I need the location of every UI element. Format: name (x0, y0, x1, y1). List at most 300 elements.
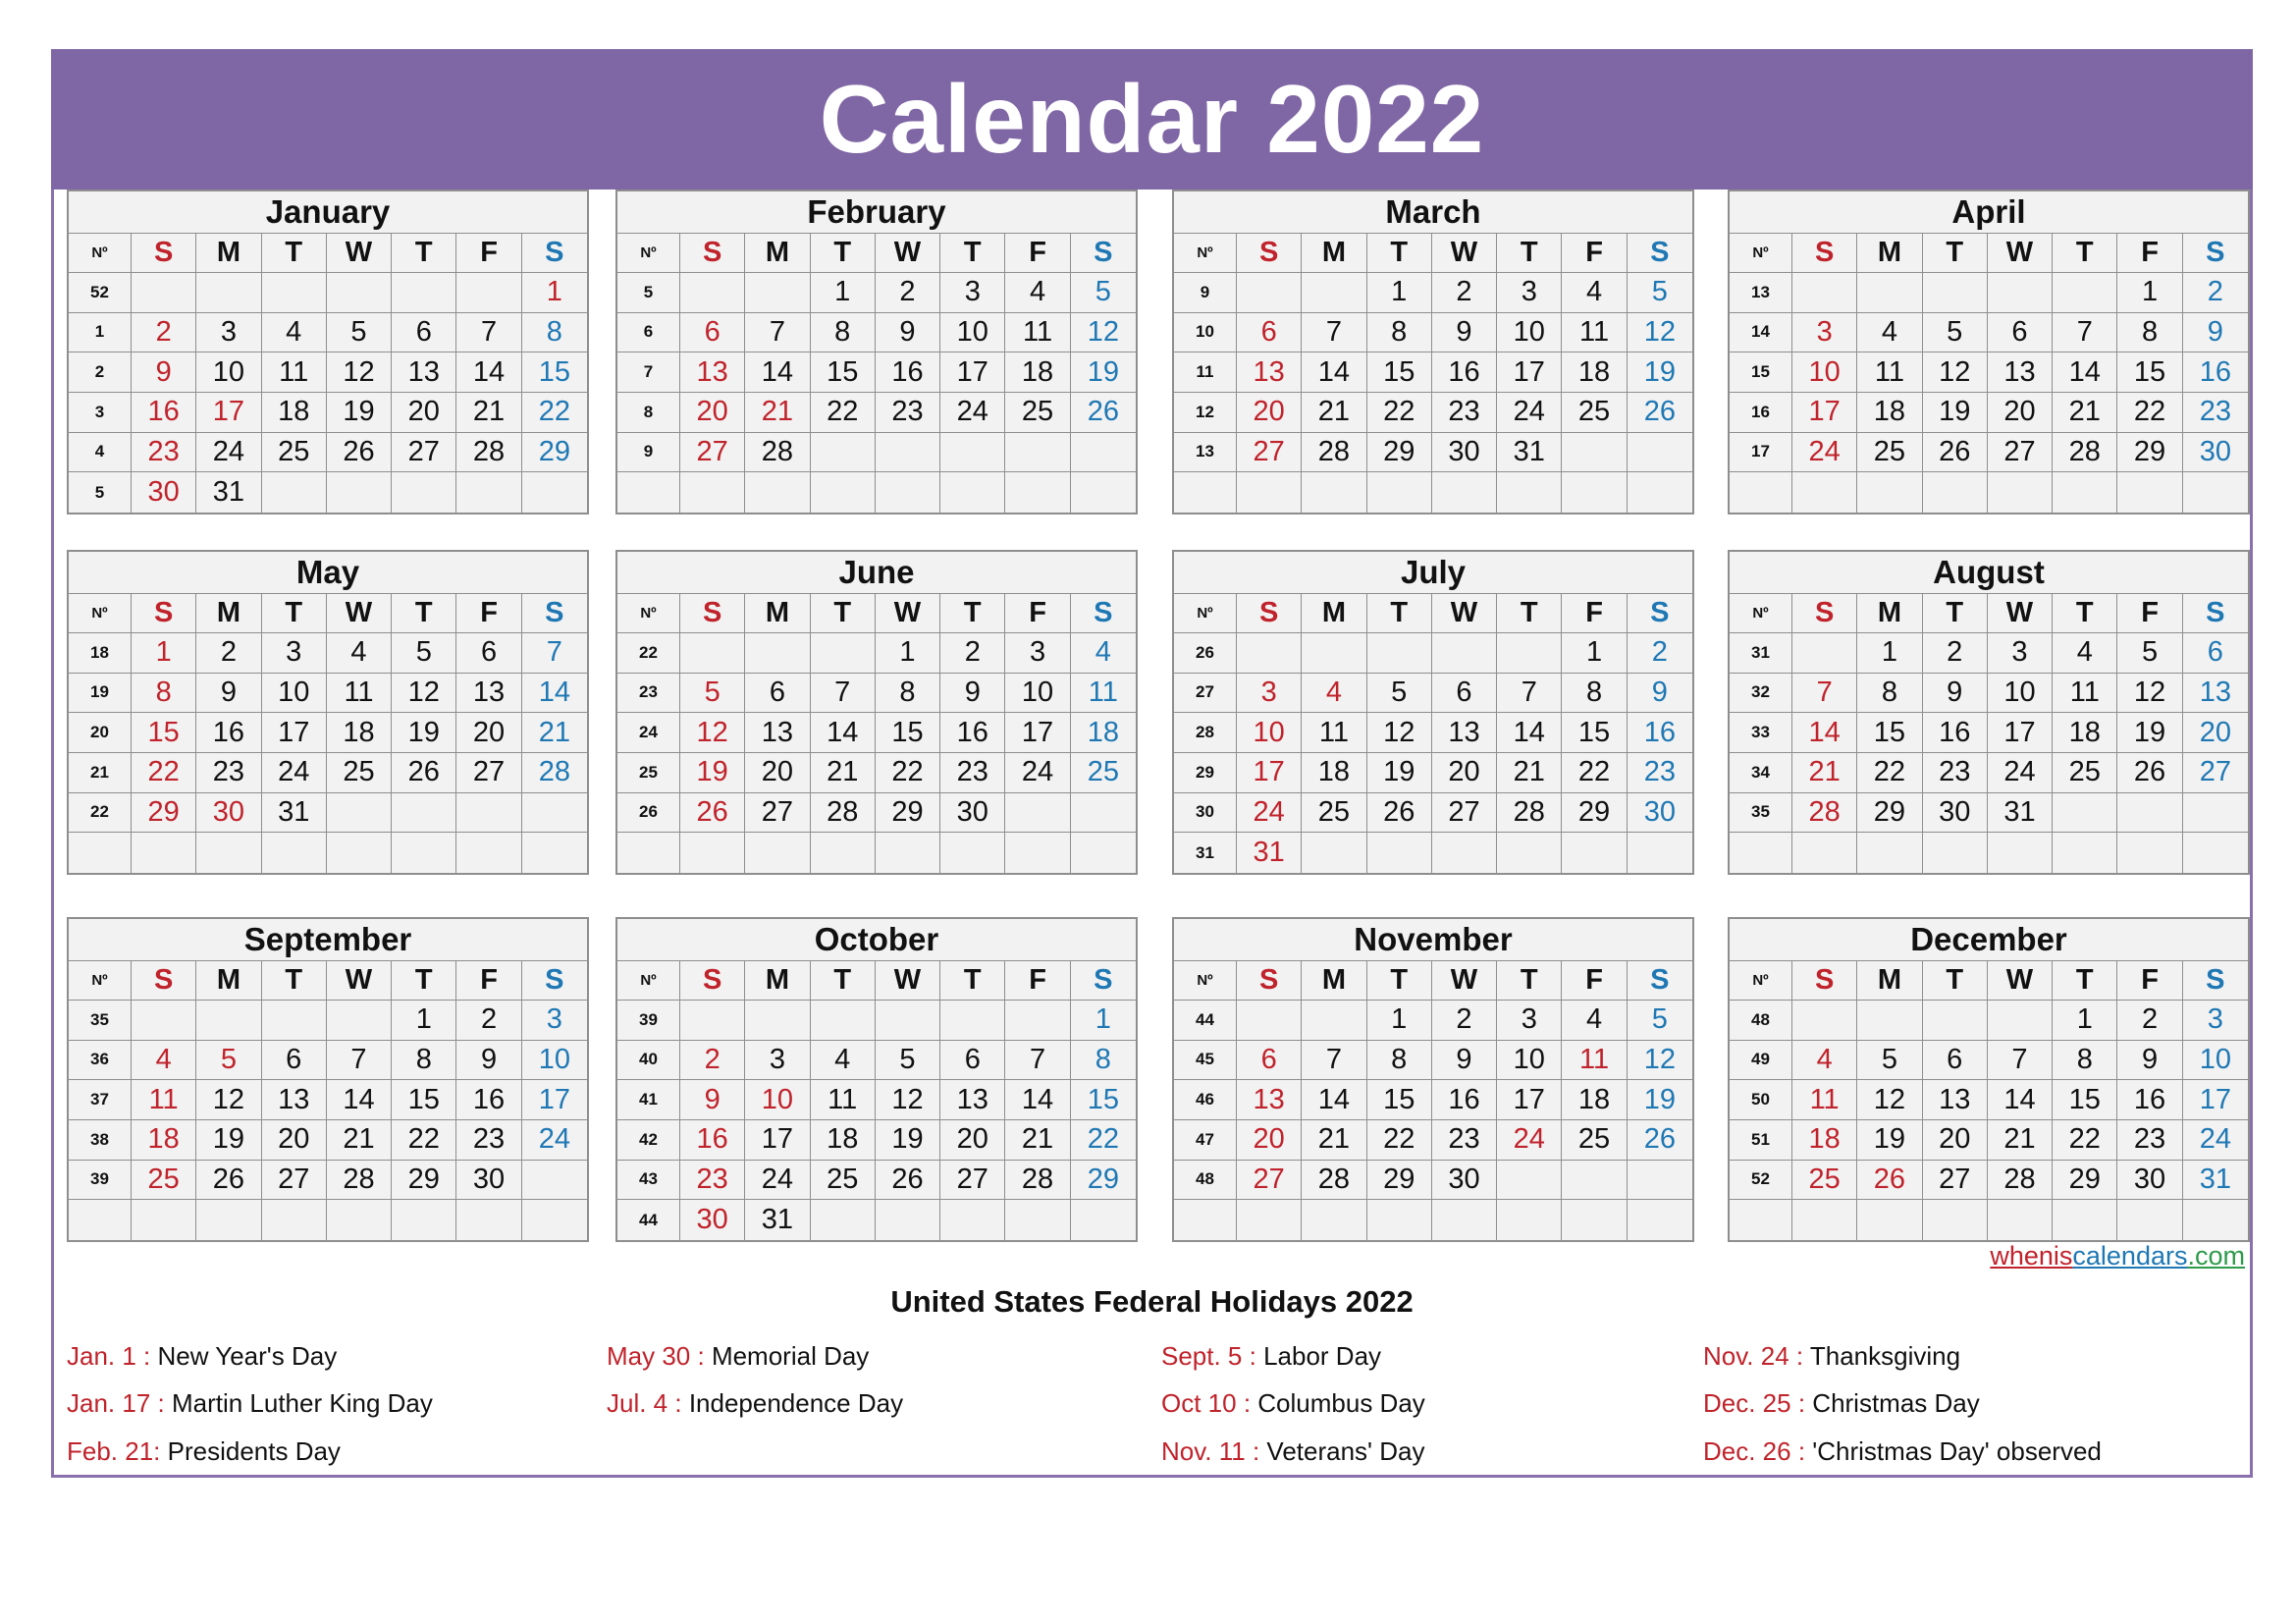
day-cell: 11 (1071, 674, 1136, 714)
empty-day-cell (1302, 1200, 1366, 1240)
empty-day-cell (940, 1001, 1005, 1041)
day-cell: 28 (456, 433, 521, 473)
day-cell: 12 (876, 1080, 940, 1120)
week-number: 33 (1730, 713, 1792, 753)
day-cell: 12 (1367, 713, 1432, 753)
day-header: S (1792, 961, 1857, 1001)
day-cell: 28 (745, 433, 810, 473)
empty-day-cell (262, 273, 327, 313)
day-cell: 30 (680, 1200, 745, 1240)
day-cell: 17 (262, 713, 327, 753)
empty-day-cell (456, 273, 521, 313)
empty-day-cell (1005, 1001, 1070, 1041)
day-cell: 27 (1923, 1161, 1988, 1201)
day-cell: 28 (2053, 433, 2117, 473)
week-number: 35 (1730, 793, 1792, 834)
week-number: 16 (1730, 393, 1792, 433)
week-number: 41 (617, 1080, 680, 1120)
day-cell: 2 (456, 1001, 521, 1041)
empty-day-cell (1857, 273, 1922, 313)
day-cell: 21 (1792, 753, 1857, 793)
day-cell: 15 (876, 713, 940, 753)
day-cell: 20 (680, 393, 745, 433)
day-cell: 23 (132, 433, 196, 473)
empty-day-cell (1005, 433, 1070, 473)
week-number: 21 (69, 753, 132, 793)
empty-day-cell (1071, 472, 1136, 513)
day-cell: 30 (132, 472, 196, 513)
day-cell: 4 (1562, 273, 1627, 313)
day-cell: 29 (522, 433, 587, 473)
day-header: F (1005, 961, 1070, 1001)
holiday-item (1161, 1388, 1425, 1419)
day-cell: 19 (1857, 1120, 1922, 1161)
day-cell: 26 (680, 793, 745, 834)
holiday-name: Thanksgiving (1803, 1341, 1961, 1371)
day-cell: 5 (392, 633, 456, 674)
day-header: T (811, 234, 876, 273)
week-number: 9 (617, 433, 680, 473)
week-number (1174, 472, 1237, 513)
day-header: S (522, 594, 587, 633)
holiday-name: Presidents Day (160, 1436, 341, 1466)
day-cell: 23 (680, 1161, 745, 1201)
empty-day-cell (1237, 1200, 1302, 1240)
day-cell: 25 (2053, 753, 2117, 793)
holiday-date: May 30 : (607, 1341, 705, 1371)
day-cell: 25 (1302, 793, 1366, 834)
empty-day-cell (1792, 633, 1857, 674)
day-cell: 16 (680, 1120, 745, 1161)
empty-day-cell (2183, 833, 2248, 873)
day-header: W (876, 234, 940, 273)
day-cell: 7 (1302, 1041, 1366, 1081)
day-cell: 20 (1988, 393, 2053, 433)
day-cell: 14 (1497, 713, 1562, 753)
day-cell: 1 (1562, 633, 1627, 674)
day-cell: 8 (392, 1041, 456, 1081)
watermark-part-2: calendars (2072, 1241, 2188, 1271)
empty-day-cell (262, 472, 327, 513)
day-cell: 5 (327, 313, 392, 353)
day-cell: 23 (196, 753, 261, 793)
day-cell: 15 (1562, 713, 1627, 753)
week-number: 10 (1174, 313, 1237, 353)
day-header: T (940, 234, 1005, 273)
day-cell: 19 (1071, 352, 1136, 393)
day-cell: 7 (1988, 1041, 2053, 1081)
day-cell: 18 (1792, 1120, 1857, 1161)
empty-day-cell (522, 1161, 587, 1201)
week-number: 31 (1174, 833, 1237, 873)
day-cell: 12 (2117, 674, 2182, 714)
day-cell: 27 (1237, 433, 1302, 473)
empty-day-cell (1792, 273, 1857, 313)
day-cell: 24 (940, 393, 1005, 433)
day-header: S (132, 594, 196, 633)
day-cell: 22 (811, 393, 876, 433)
empty-day-cell (1237, 273, 1302, 313)
week-number: 35 (69, 1001, 132, 1041)
day-cell: 17 (522, 1080, 587, 1120)
empty-day-cell (680, 633, 745, 674)
empty-day-cell (392, 472, 456, 513)
empty-day-cell (745, 833, 810, 873)
day-cell: 17 (745, 1120, 810, 1161)
month-name: April (1730, 191, 2248, 234)
day-cell: 5 (1628, 1001, 1692, 1041)
day-header: T (940, 594, 1005, 633)
day-cell: 14 (1302, 1080, 1366, 1120)
week-number: 39 (69, 1161, 132, 1201)
empty-day-cell (876, 472, 940, 513)
empty-day-cell (1857, 1200, 1922, 1240)
day-cell: 7 (745, 313, 810, 353)
day-header: F (456, 961, 521, 1001)
day-cell: 18 (1562, 1080, 1627, 1120)
day-header: S (132, 961, 196, 1001)
day-cell: 16 (1923, 713, 1988, 753)
week-number: 9 (1174, 273, 1237, 313)
empty-day-cell (2183, 793, 2248, 834)
week-number: 51 (1730, 1120, 1792, 1161)
day-cell: 10 (196, 352, 261, 393)
holiday-date: Nov. 24 : (1703, 1341, 1804, 1371)
day-cell: 8 (132, 674, 196, 714)
day-cell: 10 (2183, 1041, 2248, 1081)
empty-day-cell (1628, 472, 1692, 513)
day-cell: 30 (1628, 793, 1692, 834)
day-cell: 4 (811, 1041, 876, 1081)
day-cell: 17 (1988, 713, 2053, 753)
month-march (1172, 189, 1694, 514)
day-cell: 27 (392, 433, 456, 473)
day-cell: 27 (745, 793, 810, 834)
day-cell: 4 (2053, 633, 2117, 674)
day-cell: 15 (522, 352, 587, 393)
holiday-date: Dec. 26 : (1703, 1436, 1806, 1466)
empty-day-cell (2053, 472, 2117, 513)
day-cell: 22 (1562, 753, 1627, 793)
day-cell: 12 (392, 674, 456, 714)
empty-day-cell (1432, 833, 1497, 873)
day-header: T (262, 594, 327, 633)
empty-day-cell (196, 1001, 261, 1041)
holiday-name: Memorial Day (704, 1341, 870, 1371)
day-cell: 9 (1628, 674, 1692, 714)
day-cell: 20 (392, 393, 456, 433)
day-header: W (876, 594, 940, 633)
week-number: 32 (1730, 674, 1792, 714)
day-cell: 23 (456, 1120, 521, 1161)
month-april (1728, 189, 2250, 514)
day-cell: 24 (1497, 393, 1562, 433)
day-cell: 1 (2117, 273, 2182, 313)
day-header: T (1923, 961, 1988, 1001)
week-number: 6 (617, 313, 680, 353)
day-cell: 18 (811, 1120, 876, 1161)
day-cell: 1 (132, 633, 196, 674)
day-cell: 15 (1071, 1080, 1136, 1120)
empty-day-cell (811, 1200, 876, 1240)
day-cell: 28 (522, 753, 587, 793)
day-cell: 5 (876, 1041, 940, 1081)
day-cell: 25 (1562, 1120, 1627, 1161)
month-name: February (617, 191, 1136, 234)
day-cell: 18 (1005, 352, 1070, 393)
day-cell: 14 (456, 352, 521, 393)
empty-day-cell (680, 273, 745, 313)
month-august (1728, 550, 2250, 875)
day-cell: 26 (196, 1161, 261, 1201)
day-cell: 9 (2183, 313, 2248, 353)
day-cell: 6 (262, 1041, 327, 1081)
empty-day-cell (1497, 833, 1562, 873)
day-cell: 18 (132, 1120, 196, 1161)
empty-day-cell (1005, 472, 1070, 513)
day-cell: 12 (1923, 352, 1988, 393)
empty-day-cell (456, 833, 521, 873)
day-cell: 21 (745, 393, 810, 433)
month-july (1172, 550, 1694, 875)
day-cell: 30 (1923, 793, 1988, 834)
day-cell: 9 (940, 674, 1005, 714)
day-cell: 12 (327, 352, 392, 393)
day-cell: 18 (262, 393, 327, 433)
empty-day-cell (811, 472, 876, 513)
day-cell: 17 (1792, 393, 1857, 433)
day-cell: 23 (876, 393, 940, 433)
day-cell: 17 (1497, 352, 1562, 393)
day-cell: 8 (1367, 1041, 1432, 1081)
day-cell: 5 (1628, 273, 1692, 313)
day-cell: 8 (1562, 674, 1627, 714)
month-may (67, 550, 589, 875)
day-cell: 15 (392, 1080, 456, 1120)
day-cell: 16 (876, 352, 940, 393)
day-header: M (745, 234, 810, 273)
week-number: 47 (1174, 1120, 1237, 1161)
holiday-name: Martin Luther King Day (164, 1388, 433, 1418)
day-cell: 22 (1367, 393, 1432, 433)
empty-day-cell (1237, 472, 1302, 513)
empty-day-cell (876, 833, 940, 873)
day-cell: 4 (1562, 1001, 1627, 1041)
holiday-item (67, 1436, 341, 1467)
week-number (69, 1200, 132, 1240)
empty-day-cell (1367, 833, 1432, 873)
day-header: S (522, 234, 587, 273)
day-cell: 31 (1497, 433, 1562, 473)
day-header: S (1071, 961, 1136, 1001)
day-cell: 3 (1988, 633, 2053, 674)
week-number: 52 (69, 273, 132, 313)
day-cell: 27 (680, 433, 745, 473)
week-number: 43 (617, 1161, 680, 1201)
day-cell: 15 (132, 713, 196, 753)
week-number (1730, 833, 1792, 873)
day-cell: 28 (327, 1161, 392, 1201)
day-header: M (1302, 234, 1366, 273)
holiday-item (1161, 1341, 1381, 1372)
month-november (1172, 917, 1694, 1242)
empty-day-cell (1367, 633, 1432, 674)
week-number: 3 (69, 393, 132, 433)
week-number: 38 (69, 1120, 132, 1161)
week-number: 4 (69, 433, 132, 473)
day-cell: 4 (1005, 273, 1070, 313)
day-cell: 6 (1237, 1041, 1302, 1081)
day-cell: 14 (811, 713, 876, 753)
day-cell: 11 (811, 1080, 876, 1120)
day-cell: 11 (262, 352, 327, 393)
week-number: 46 (1174, 1080, 1237, 1120)
day-cell: 20 (1432, 753, 1497, 793)
day-header: W (327, 594, 392, 633)
empty-day-cell (940, 833, 1005, 873)
empty-day-cell (680, 1001, 745, 1041)
day-header: T (940, 961, 1005, 1001)
day-cell: 31 (2183, 1161, 2248, 1201)
empty-day-cell (1923, 472, 1988, 513)
day-cell: 10 (522, 1041, 587, 1081)
empty-day-cell (1367, 1200, 1432, 1240)
day-cell: 24 (1497, 1120, 1562, 1161)
day-cell: 22 (132, 753, 196, 793)
holiday-name: Christmas Day (1805, 1388, 1980, 1418)
holidays-title: United States Federal Holidays 2022 (890, 1284, 1414, 1319)
day-header: F (2117, 594, 2182, 633)
day-cell: 19 (196, 1120, 261, 1161)
day-header: M (1857, 961, 1922, 1001)
day-cell: 28 (1792, 793, 1857, 834)
day-cell: 21 (1302, 393, 1366, 433)
week-number: 36 (69, 1041, 132, 1081)
day-cell: 21 (522, 713, 587, 753)
watermark[interactable] (1990, 1241, 2245, 1272)
day-cell: 15 (2117, 352, 2182, 393)
empty-day-cell (940, 472, 1005, 513)
empty-day-cell (811, 433, 876, 473)
day-cell: 22 (522, 393, 587, 433)
watermark-part-1: whenis (1990, 1241, 2073, 1271)
empty-day-cell (1562, 1200, 1627, 1240)
day-header: T (811, 594, 876, 633)
day-header: T (1367, 594, 1432, 633)
day-cell: 10 (1237, 713, 1302, 753)
day-cell: 18 (1857, 393, 1922, 433)
day-cell: 7 (2053, 313, 2117, 353)
day-cell: 11 (1562, 1041, 1627, 1081)
day-header: W (876, 961, 940, 1001)
day-cell: 10 (1497, 1041, 1562, 1081)
day-cell: 5 (680, 674, 745, 714)
empty-day-cell (1432, 633, 1497, 674)
day-header: T (1923, 234, 1988, 273)
day-cell: 18 (1302, 753, 1366, 793)
week-number: 28 (1174, 713, 1237, 753)
empty-day-cell (327, 833, 392, 873)
empty-day-cell (1628, 433, 1692, 473)
day-cell: 27 (1237, 1161, 1302, 1201)
week-number: 13 (1174, 433, 1237, 473)
holiday-item (1703, 1388, 1980, 1419)
week-number-header: Nº (617, 594, 680, 633)
day-cell: 10 (1005, 674, 1070, 714)
week-number: 14 (1730, 313, 1792, 353)
day-cell: 6 (745, 674, 810, 714)
empty-day-cell (680, 472, 745, 513)
week-number: 8 (617, 393, 680, 433)
empty-day-cell (522, 1200, 587, 1240)
day-cell: 6 (680, 313, 745, 353)
day-cell: 24 (1988, 753, 2053, 793)
page-title: Calendar 2022 (819, 65, 1485, 173)
month-name: July (1174, 552, 1692, 594)
empty-day-cell (1792, 833, 1857, 873)
day-cell: 26 (876, 1161, 940, 1201)
holiday-name: Labor Day (1255, 1341, 1382, 1371)
day-cell: 11 (1005, 313, 1070, 353)
empty-day-cell (1302, 273, 1366, 313)
day-header: F (1005, 594, 1070, 633)
empty-day-cell (132, 1200, 196, 1240)
empty-day-cell (522, 472, 587, 513)
day-header: S (1071, 594, 1136, 633)
holiday-name: Veterans' Day (1259, 1436, 1425, 1466)
day-cell: 16 (456, 1080, 521, 1120)
day-cell: 29 (1367, 433, 1432, 473)
day-cell: 9 (196, 674, 261, 714)
day-header: S (680, 594, 745, 633)
day-cell: 30 (456, 1161, 521, 1201)
day-cell: 2 (2117, 1001, 2182, 1041)
day-header: W (1988, 234, 2053, 273)
empty-day-cell (2053, 1200, 2117, 1240)
day-header: T (2053, 594, 2117, 633)
day-cell: 7 (1302, 313, 1366, 353)
empty-day-cell (1562, 433, 1627, 473)
day-cell: 7 (327, 1041, 392, 1081)
day-cell: 31 (196, 472, 261, 513)
day-cell: 29 (2053, 1161, 2117, 1201)
week-number: 17 (1730, 433, 1792, 473)
day-cell: 5 (2117, 633, 2182, 674)
day-cell: 31 (1237, 833, 1302, 873)
day-cell: 25 (811, 1161, 876, 1201)
day-cell: 4 (1302, 674, 1366, 714)
day-cell: 27 (262, 1161, 327, 1201)
day-cell: 14 (1988, 1080, 2053, 1120)
day-cell: 14 (1792, 713, 1857, 753)
week-number: 23 (617, 674, 680, 714)
day-cell: 24 (196, 433, 261, 473)
empty-day-cell (1923, 273, 1988, 313)
day-header: F (2117, 961, 2182, 1001)
day-cell: 21 (1988, 1120, 2053, 1161)
week-number: 40 (617, 1041, 680, 1081)
day-cell: 17 (196, 393, 261, 433)
week-number: 2 (69, 352, 132, 393)
empty-day-cell (392, 793, 456, 834)
empty-day-cell (2117, 472, 2182, 513)
day-cell: 9 (1432, 313, 1497, 353)
empty-day-cell (2053, 273, 2117, 313)
holiday-date: Jan. 17 : (67, 1388, 165, 1418)
day-cell: 27 (2183, 753, 2248, 793)
day-cell: 19 (680, 753, 745, 793)
day-header: W (1988, 594, 2053, 633)
